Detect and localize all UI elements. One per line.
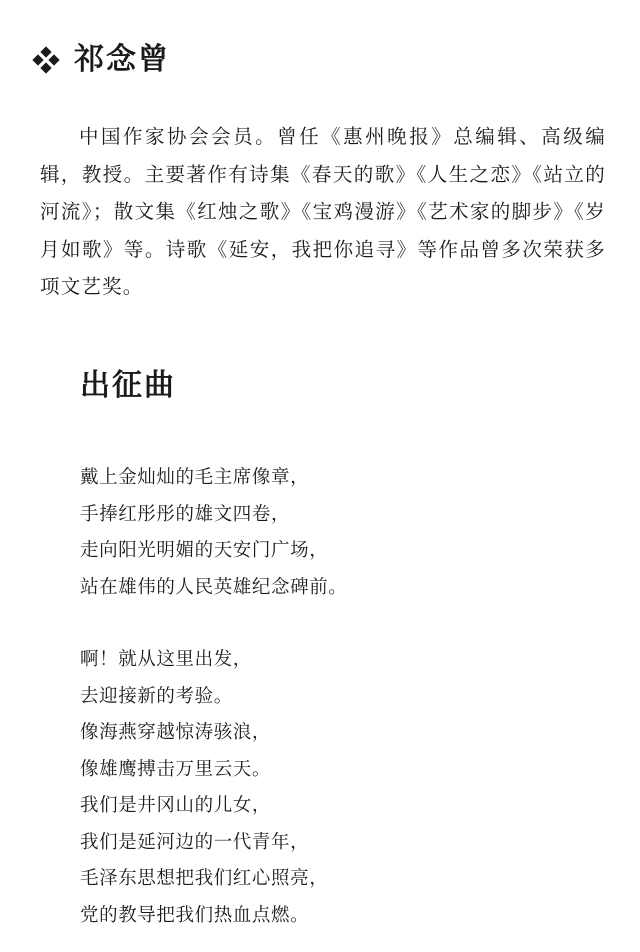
poem-line: 像海燕穿越惊涛骇浪， [80,722,272,743]
poem-line: 去迎接新的考验。 [80,685,233,707]
poem-line: 像雄鹰搏击万里云天。 [80,758,272,780]
poem-line: 我们是延河边的一代青年， [80,831,310,853]
poem-line: 站在雄伟的人民英雄纪念碑前。 [80,576,348,598]
author-bio: 中国作家协会会员。曾任《惠州晚报》总编辑、高级编辑，教授。主要著作有诗集《春天的歌》《人生之恋》《站立的河流》；散文集《红烛之歌》《宝鸡漫游》《艺术家的脚步》《岁月如歌》等。诗歌《延安，我把你追寻》等作品曾多次荣获多项文艺奖。 [40,125,606,298]
poem-title: 出征曲 [80,368,176,403]
author-name: 祁念曾 [74,42,170,77]
poem-line: 毛泽东思想把我们红心照亮， [80,868,329,889]
poem-stanza-2 [80,642,328,934]
poem-line: 手捧红彤彤的雄文四卷， [80,503,291,525]
author-header [34,40,170,80]
poem-stanza-1 [80,460,347,606]
poem-line: 党的教导把我们热血点燃。 [80,904,310,926]
poem-line: 我们是井冈山的儿女， [80,795,272,816]
poem-line: 戴上金灿灿的毛主席像章， [80,467,310,488]
poem-line: 啊！就从这里出发， [80,649,252,670]
poem-line: 走向阳光明媚的天安门广场， [80,540,329,561]
four-diamond-bullet-icon [34,48,58,72]
